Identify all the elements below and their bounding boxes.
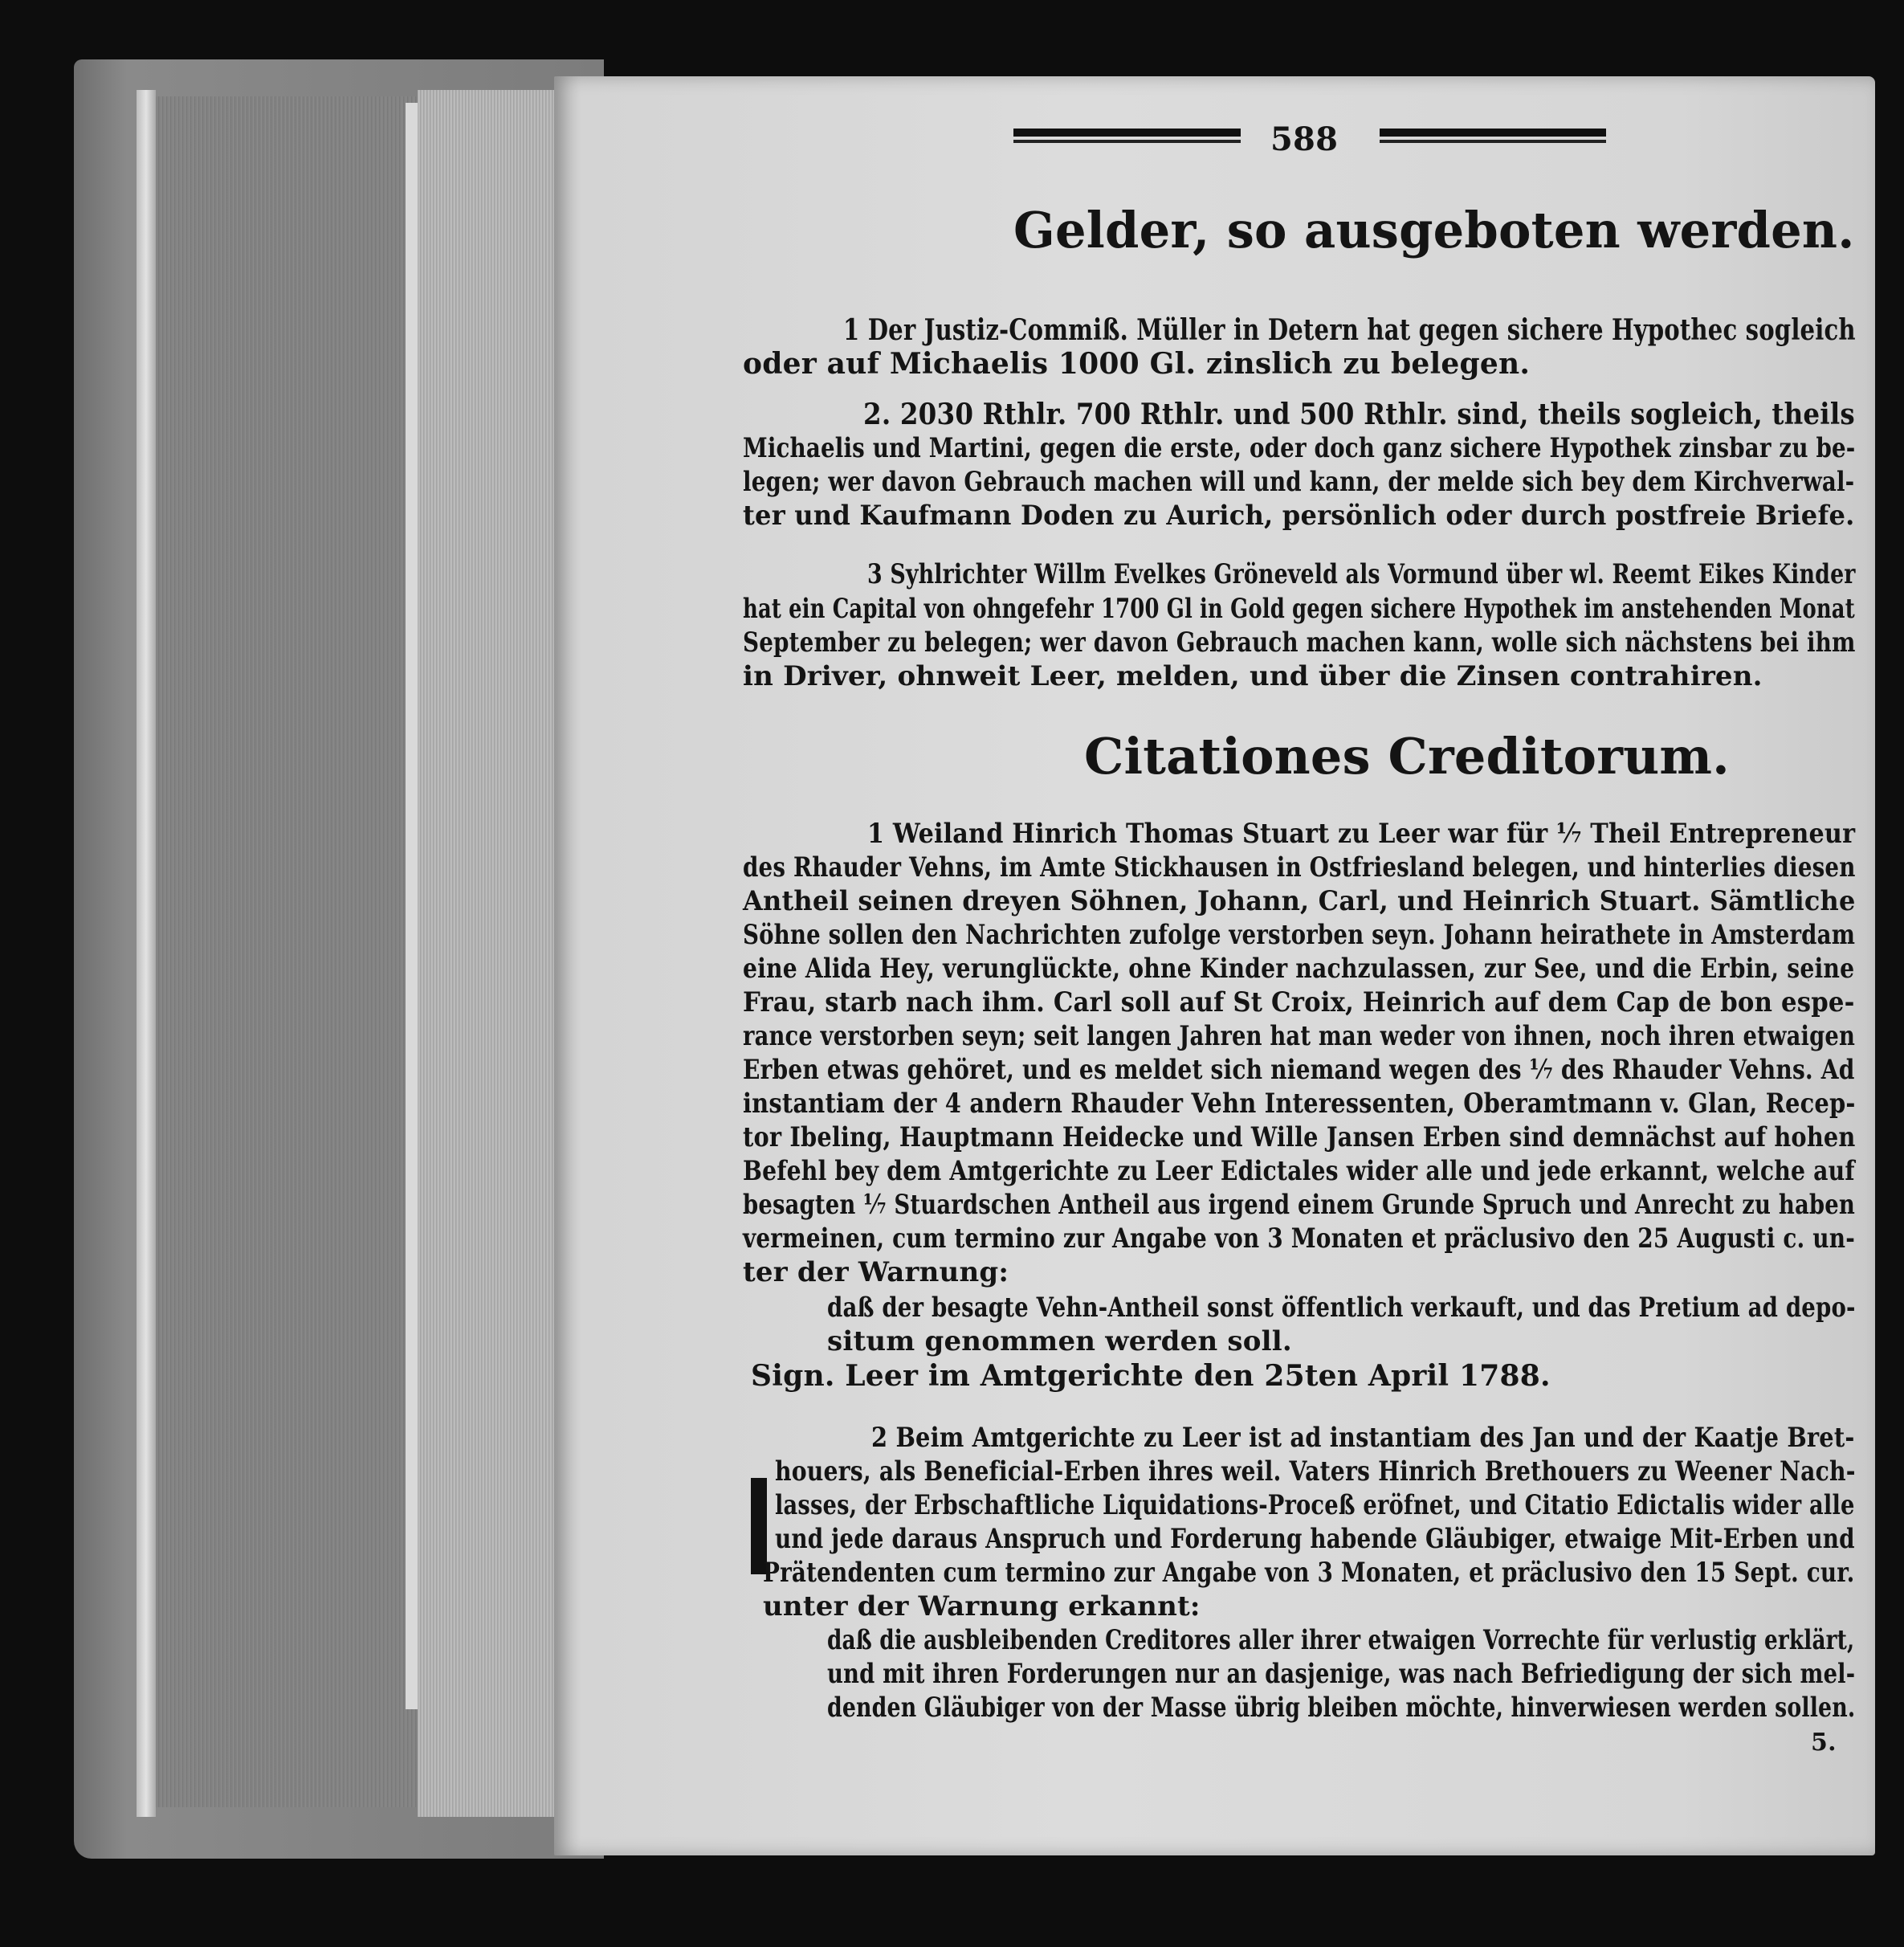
page-number: 588	[1270, 120, 1339, 158]
warning-line: situm genommen werden soll.	[827, 1325, 1292, 1357]
paragraph-line: ter der Warnung:	[743, 1256, 1009, 1288]
page-stack-edge	[418, 90, 554, 1817]
paragraph-line: rance verstorben seyn; seit langen Jahren hat man weder von ihnen, noch ihren etwaigen	[743, 1020, 1856, 1052]
paragraph-line: 2 Beim Amtgerichte zu Leer ist ad instantiam des Jan und der Kaatje Bret-	[871, 1422, 1855, 1454]
paragraph-line: Befehl bey dem Amtgerichte zu Leer Edictales wider alle und jede erkannt, welche auf	[743, 1155, 1855, 1187]
header-rule-right	[1380, 129, 1606, 137]
warning-line: und mit ihren Forderungen nur an dasjenige, was nach Befriedigung der sich mel-	[827, 1658, 1856, 1690]
paragraph-line: und jede daraus Anspruch und Forderung habende Gläubiger, etwaige Mit-Erben und	[775, 1523, 1855, 1555]
paragraph-line: instantiam der 4 andern Rhauder Vehn Interessenten, Oberamtmann v. Glan, Recep-	[743, 1088, 1856, 1120]
paragraph-line: 1 Der Justiz-Commiß. Müller in Detern hat gegen sichere Hypothec sogleich	[843, 313, 1856, 347]
paragraph-line: ter und Kaufmann Doden zu Aurich, persönlich oder durch postfreie Briefe.	[743, 500, 1855, 532]
paragraph-line: legen; wer davon Gebrauch machen will und kann, der melde sich bey dem Kirchverwal-	[743, 466, 1855, 498]
catchword: 5.	[1811, 1729, 1837, 1757]
paragraph-line: besagten ⅐ Stuardschen Antheil aus irgend einem Grunde Spruch und Anrecht zu haben	[743, 1189, 1855, 1221]
signature-line: Sign. Leer im Amtgerichte den 25ten April 1788.	[751, 1359, 1551, 1393]
paragraph-line: oder auf Michaelis 1000 Gl. zinslich zu belegen.	[743, 347, 1531, 381]
paragraph-line: Erben etwas gehöret, und es meldet sich niemand wegen des ⅐ des Rhauder Vehns. Ad	[743, 1054, 1855, 1086]
paragraph-line: Frau, starb nach ihm. Carl soll auf St Croix, Heinrich auf dem Cap de bon espe-	[743, 986, 1855, 1018]
paragraph-line: vermeinen, cum termino zur Angabe von 3 Monaten et präclusivo den 25 Augusti c. un-	[743, 1222, 1855, 1255]
paragraph-line: 3 Syhlrichter Willm Evelkes Gröneveld als Vormund über wl. Reemt Eikes Kinder	[867, 558, 1856, 590]
paragraph-line: Prätendenten cum termino zur Angabe von 3 Monaten, et präclusivo den 15 Sept. cur.	[763, 1557, 1855, 1589]
paragraph-line: Söhne sollen den Nachrichten zufolge verstorben seyn. Johann heirathete in Amsterdam	[743, 919, 1856, 951]
paragraph-line: unter der Warnung erkannt:	[763, 1590, 1201, 1622]
paragraph-line: Michaelis und Martini, gegen die erste, oder doch ganz sichere Hypothek zinsbar zu be-	[743, 432, 1856, 464]
paragraph-line: hat ein Capital von ohngefehr 1700 Gl in Gold gegen sichere Hypothek im anstehenden Monat	[743, 593, 1855, 625]
paragraph-line: des Rhauder Vehns, im Amte Stickhausen in Ostfriesland belegen, und hinterlies diesen	[743, 851, 1856, 884]
paragraph-line: eine Alida Hey, verunglückte, ohne Kinder nachzulassen, zur See, und die Erbin, seine	[743, 953, 1855, 985]
paragraph-line: tor Ibeling, Hauptmann Heidecke und Wille Jansen Erben sind demnächst auf hohen	[743, 1121, 1856, 1153]
section-heading-citationes: Citationes Creditorum.	[1084, 727, 1730, 786]
paragraph-line: houers, als Beneficial-Erben ihres weil. Vaters Hinrich Brethouers zu Weener Nach-	[775, 1455, 1856, 1488]
warning-line: daß die ausbleibenden Creditores aller ihrer etwaigen Vorrechte für verlustig erklärt,	[827, 1624, 1855, 1656]
paragraph-line: lasses, der Erbschaftliche Liquidations-Proceß eröfnet, und Citatio Edictalis wider alle	[775, 1489, 1855, 1521]
paragraph-line: in Driver, ohnweit Leer, melden, und über die Zinsen contrahiren.	[743, 660, 1763, 692]
paragraph-line: 1 Weiland Hinrich Thomas Stuart zu Leer war für ⅐ Theil Entrepreneur	[867, 818, 1856, 850]
warning-line: daß der besagte Vehn-Antheil sonst öffentlich verkauft, und das Pretium ad depo-	[827, 1292, 1856, 1324]
paragraph-line: Antheil seinen dreyen Söhnen, Johann, Carl, und Heinrich Stuart. Sämtliche	[743, 885, 1856, 917]
warning-line: denden Gläubiger von der Masse übrig bleiben möchte, hinverwiesen werden sollen.	[827, 1692, 1856, 1724]
cover-edge	[137, 90, 156, 1817]
header-rule-left	[1013, 129, 1241, 137]
section-heading-gelder: Gelder, so ausgeboten werden.	[1013, 201, 1855, 259]
paragraph-line: September zu belegen; wer davon Gebrauch machen kann, wolle sich nächstens bei ihm	[743, 627, 1856, 659]
paragraph-line: 2. 2030 Rthlr. 700 Rthlr. und 500 Rthlr. sind, theils sogleich, theils	[863, 398, 1855, 431]
